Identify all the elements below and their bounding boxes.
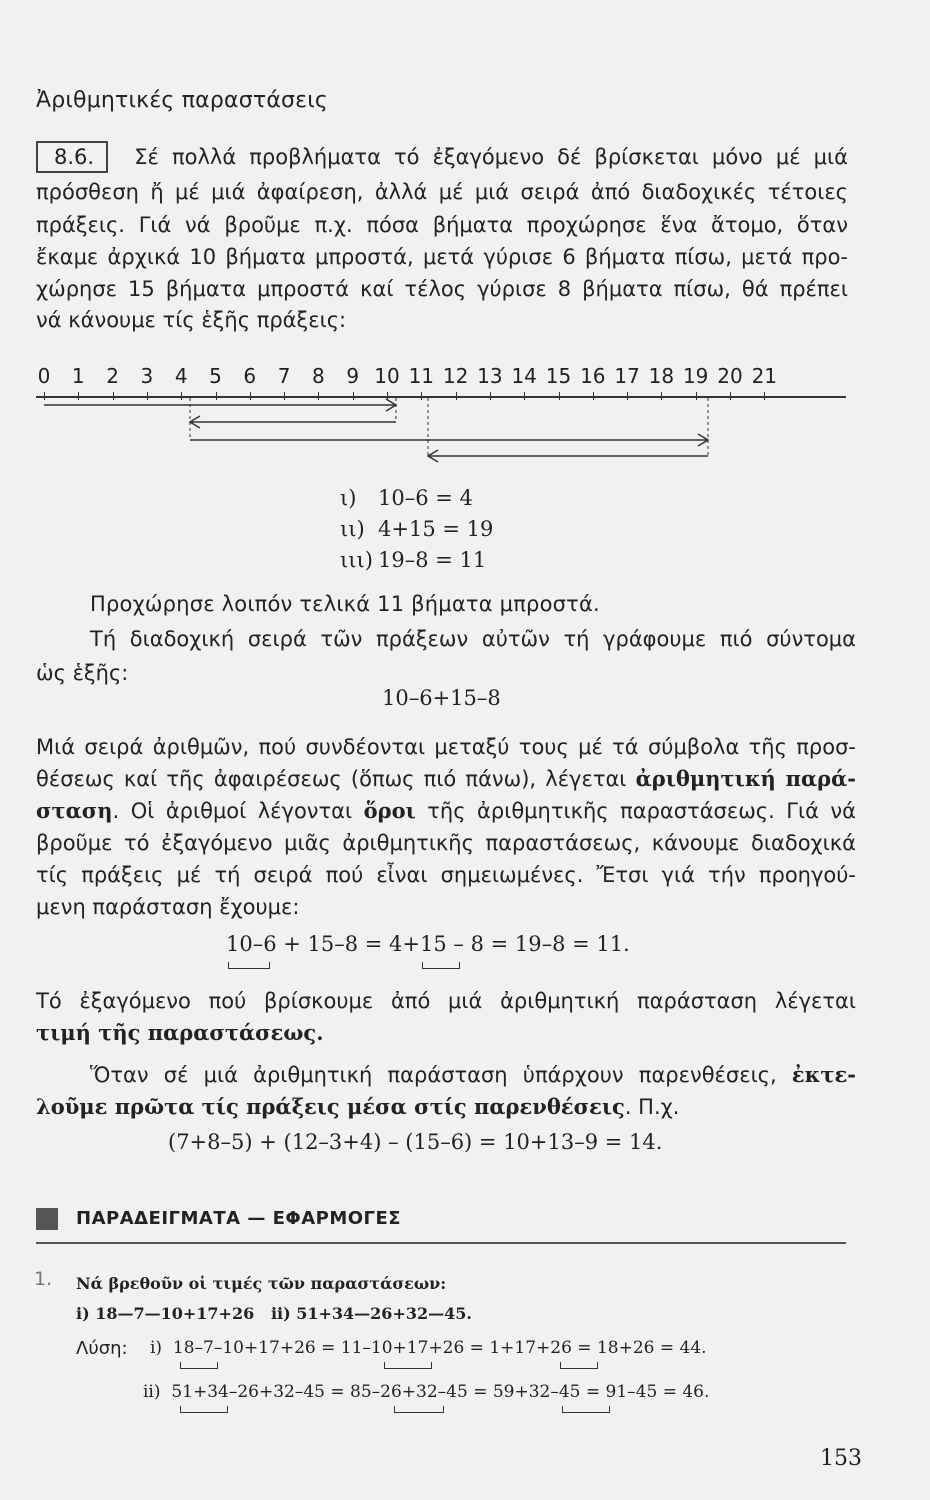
- number-line-label: 19: [682, 364, 709, 388]
- number-line-label: 17: [614, 364, 640, 388]
- value-line-2: τιμή τῆς παραστάσεως.: [36, 1020, 324, 1045]
- intro-line-2: πρόσθεση ἤ μέ μιά ἀφαίρεση, ἀλλά μέ μιά σειρά ἀπό διαδοχικές τέτοιες: [36, 180, 848, 204]
- def-line-3: σταση. Οἱ ἀριθμοί λέγονται ὅροι τῆς ἀριθμητικῆς παραστάσεως. Γιά νά: [36, 798, 856, 823]
- intro-line-6: νά κάνουμε τίς ἑξῆς πράξεις:: [36, 308, 347, 332]
- number-line-label: 5: [209, 364, 222, 388]
- brace-sol-i-2: [384, 1362, 432, 1369]
- def-line-1: Μιά σειρά ἀριθμῶν, πού συνδέονται μεταξύ τους μέ τά σύμβολα τῆς προσ-: [36, 735, 856, 759]
- solution-ii: ii) 51+34–26+32–45 = 85–26+32–45 = 59+32–45 = 91–45 = 46.: [143, 1382, 710, 1402]
- brace-sol-ii-3: [562, 1406, 610, 1413]
- def-line-2: θέσεως καί τῆς ἀφαιρέσεως (ὅπως πιό πάνω), λέγεται ἀριθμητική παρά-: [36, 766, 856, 791]
- number-line-label: 20: [717, 364, 743, 388]
- page-number: 153: [820, 1446, 862, 1471]
- section-square-icon: [36, 1208, 58, 1230]
- step-2: ιι) 4+15 = 19: [340, 517, 494, 541]
- number-line-label: 2: [106, 364, 119, 388]
- paren-line-1: Ὅταν σέ μιά ἀριθμητική παράσταση ὑπάρχουν παρενθέσεις, ἐκτε-: [90, 1062, 856, 1087]
- number-line-label: 13: [477, 364, 503, 388]
- paren-equation: (7+8–5) + (12–3+4) – (15–6) = 10+13–9 = 14.: [168, 1130, 663, 1154]
- brace-1: [228, 962, 270, 969]
- number-line-label: 4: [174, 364, 188, 388]
- intro-line-3: πράξεις. Γιά νά βροῦμε π.χ. πόσα βήματα προχώρησε ἕνα ἄτομο, ὅταν: [36, 213, 848, 237]
- number-line-label: 6: [243, 364, 257, 388]
- section-heading: Ἀριθμητικές παραστάσεις: [36, 88, 329, 113]
- examples-heading: ΠΑΡΑΔΕΙΓΜΑΤΑ — ΕΦΑΡΜΟΓΕΣ: [76, 1208, 402, 1229]
- number-line-label: 3: [140, 364, 154, 388]
- number-line-label: 9: [346, 364, 360, 388]
- result-line: Προχώρησε λοιπόν τελικά 11 βήματα μπροστά.: [90, 592, 600, 616]
- section-number: 8.6.: [36, 141, 108, 173]
- solution-label: Λύση:: [76, 1338, 128, 1359]
- number-line-label: 16: [580, 364, 606, 388]
- def-line-5: τίς πράξεις μέ τή σειρά πού εἶναι σημειωμένες. Ἔτσι γιά τήν προηγού-: [36, 863, 856, 887]
- brace-sol-i-1: [180, 1362, 218, 1369]
- number-line-label: 7: [277, 364, 291, 388]
- number-line-label: 1: [71, 364, 85, 388]
- solution-i: i) 18–7–10+17+26 = 11–10+17+26 = 1+17+26 = 18+26 = 44.: [150, 1338, 707, 1358]
- brace-2: [422, 962, 460, 969]
- paren-line-2: λοῦμε πρῶτα τίς πράξεις μέσα στίς παρενθέσεις. Π.χ.: [36, 1094, 680, 1119]
- intro-line-1: 8.6. Σέ πολλά προβλήματα τό ἐξαγόμενο δέ βρίσκεται μόνο μέ μιά: [36, 140, 848, 174]
- exercise-items: i) 18—7—10+17+26 ii) 51+34—26+32—45.: [76, 1304, 472, 1323]
- exercise-title: Νά βρεθοῦν οἱ τιμές τῶν παραστάσεων:: [76, 1274, 447, 1293]
- short-line-1: Τή διαδοχική σειρά τῶν πράξεων αὐτῶν τή γράφουμε πιό σύντομα: [90, 627, 856, 651]
- brace-sol-ii-2: [394, 1406, 444, 1413]
- def-line-4: βροῦμε τό ἐξαγόμενο μιᾶς ἀριθμητικῆς παραστάσεως, κάνουμε διαδοχικά: [36, 831, 856, 855]
- short-expression: 10–6+15–8: [382, 686, 501, 710]
- intro-line-5: χώρησε 15 βήματα μπροστά καί τέλος γύρισε 8 βήματα πίσω, θά πρέπει: [36, 277, 848, 301]
- section-divider: [36, 1242, 846, 1244]
- brace-sol-i-3: [560, 1362, 598, 1369]
- term-arithmetic-expression: ἀριθμητική παρά-: [635, 766, 856, 791]
- def-line-6: μενη παράσταση ἔχουμε:: [36, 895, 300, 919]
- number-line-label: 14: [511, 364, 537, 388]
- number-line-label: 12: [442, 364, 469, 388]
- number-line-arrows: [0, 0, 930, 470]
- brace-sol-ii-1: [180, 1406, 228, 1413]
- term-terms: ὅροι: [363, 798, 416, 823]
- number-line-label: 18: [648, 364, 675, 388]
- number-line-label: 0: [37, 364, 51, 388]
- number-line-label: 8: [312, 364, 325, 388]
- exercise-number: 1.: [34, 1268, 53, 1290]
- number-line-label: 10: [374, 364, 400, 388]
- number-line-label: 15: [545, 364, 572, 388]
- step-3: ιιι) 19–8 = 11: [340, 548, 487, 572]
- value-line-1: Τό ἐξαγόμενο πού βρίσκουμε ἀπό μιά ἀριθμητική παράσταση λέγεται: [36, 989, 856, 1013]
- number-line-label: 21: [751, 364, 778, 388]
- number-line-label: 11: [408, 364, 435, 388]
- example-equation: 10–6 + 15–8 = 4+15 – 8 = 19–8 = 11.: [226, 932, 630, 956]
- step-1: ι) 10–6 = 4: [340, 486, 473, 510]
- short-line-2: ὡς ἑξῆς:: [36, 661, 129, 685]
- intro-line-4: ἔκαμε ἀρχικά 10 βήματα μπροστά, μετά γύρισε 6 βήματα πίσω, μετά προ-: [36, 245, 848, 269]
